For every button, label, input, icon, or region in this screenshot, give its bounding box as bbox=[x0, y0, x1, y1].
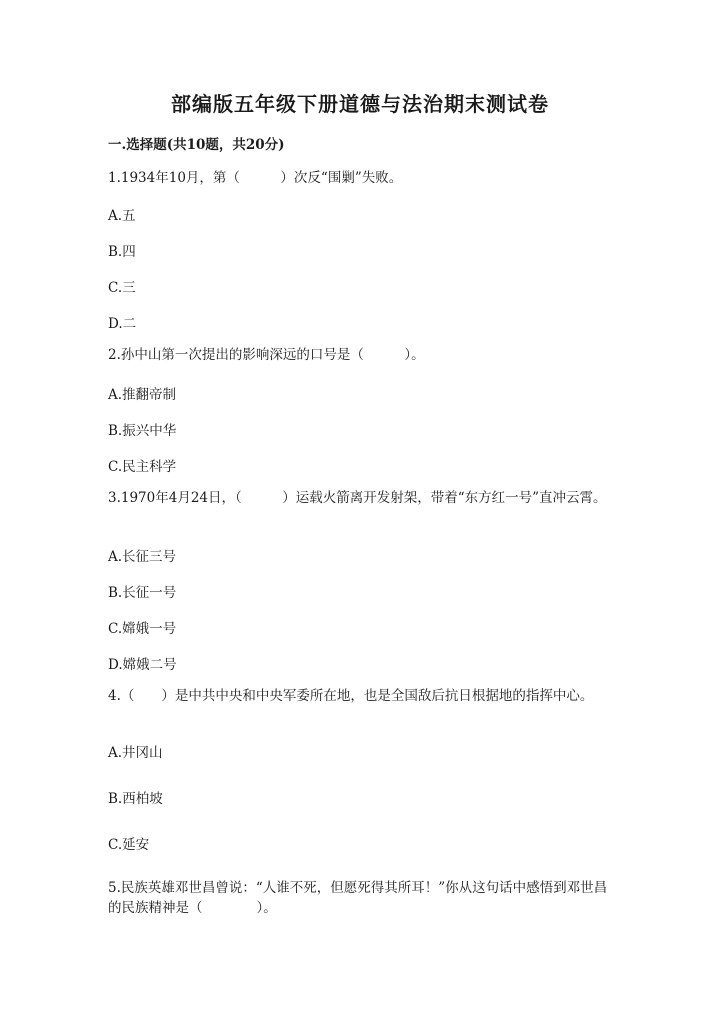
question-3-option-d: D.嫦娥二号 bbox=[108, 657, 177, 673]
page-title: 部编版五年级下册道德与法治期末测试卷 bbox=[171, 92, 549, 116]
question-2-option-a: A.推翻帝制 bbox=[108, 387, 177, 403]
question-4-option-c: C.延安 bbox=[108, 837, 150, 853]
question-1-option-d: D.二 bbox=[108, 316, 137, 332]
question-1-option-a: A.五 bbox=[108, 208, 136, 224]
question-3-option-c: C.嫦娥一号 bbox=[108, 621, 177, 637]
question-3-option-a: A.长征三号 bbox=[108, 549, 177, 565]
question-1-option-c: C.三 bbox=[108, 280, 136, 296]
section-heading: 一.选择题(共10题，共20分) bbox=[108, 137, 285, 153]
question-5-stem: 5.民族英雄邓世昌曾说：“人谁不死，但愿死得其所耳！”你从这句话中感悟到邓世昌的民族精神是（ ）。 bbox=[108, 880, 608, 916]
question-4-option-b: B.西柏坡 bbox=[108, 791, 163, 807]
question-4-option-a: A.井冈山 bbox=[108, 745, 163, 761]
question-2-stem: 2.孙中山第一次提出的影响深远的口号是（ ）。 bbox=[108, 347, 425, 363]
question-2-option-b: B.振兴中华 bbox=[108, 423, 177, 439]
question-2-option-c: C.民主科学 bbox=[108, 459, 177, 475]
question-3-stem: 3.1970年4月24日，（ ）运载火箭离开发射架，带着“东方红一号”直冲云霄。 bbox=[108, 490, 607, 506]
question-4-stem: 4.（ ）是中共中央和中央军委所在地，也是全国敌后抗日根据地的指挥中心。 bbox=[108, 688, 594, 704]
question-1-stem: 1.1934年10月，第（ ）次反“围剿”失败。 bbox=[108, 170, 403, 186]
question-3-option-b: B.长征一号 bbox=[108, 585, 177, 601]
question-1-option-b: B.四 bbox=[108, 244, 136, 260]
